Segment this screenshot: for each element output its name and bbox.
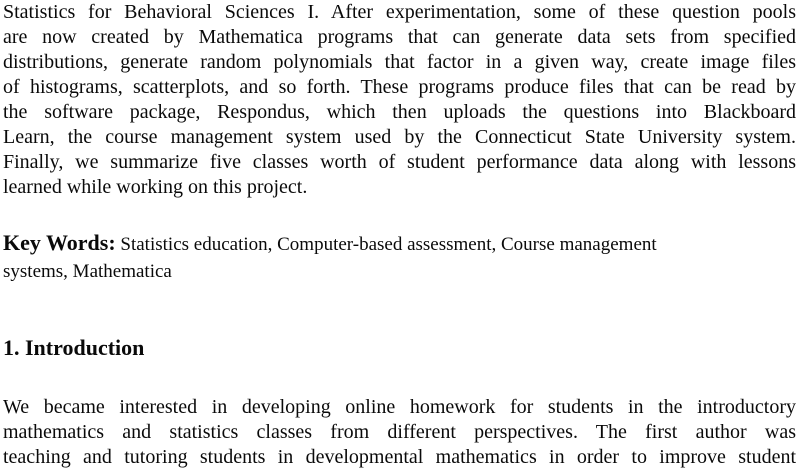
abstract-line: of histograms, scatterplots, and so forth. These programs produce files that can be read by — [3, 76, 796, 98]
keywords-label: Key Words: — [3, 230, 116, 255]
abstract-last-line: learned while working on this project. — [3, 176, 308, 198]
abstract-line: the software package, Respondus, which then uploads the questions into Blackboard — [3, 101, 796, 123]
keywords-block — [3, 229, 796, 285]
abstract-line: Learn, the course management system used by the Connecticut State University system. — [3, 126, 796, 148]
keywords-text: Statistics education, Computer-based assessment, Course management — [115, 234, 657, 255]
keywords-line — [3, 229, 796, 258]
abstract-line: Statistics for Behavioral Sciences I. After experimentation, some of these question pools — [3, 1, 796, 23]
abstract-line: Finally, we summarize five classes worth of student performance data along with lessons — [3, 151, 796, 173]
intro-line: We became interested in developing online homework for students in the introductory — [3, 396, 796, 418]
intro-line: mathematics and statistics classes from different perspectives. The first author was — [3, 421, 796, 443]
intro-line: teaching and tutoring students in developmental mathematics in order to improve student — [3, 446, 796, 468]
intro-paragraph — [3, 395, 796, 470]
section-heading: 1. Introduction — [3, 335, 145, 360]
abstract-paragraph — [3, 0, 796, 200]
abstract-line: distributions, generate random polynomials that factor in a given way, create image files — [3, 51, 796, 73]
abstract-line: are now created by Mathematica programs that can generate data sets from specified — [3, 26, 796, 48]
keywords-line: systems, Mathematica — [3, 261, 172, 282]
